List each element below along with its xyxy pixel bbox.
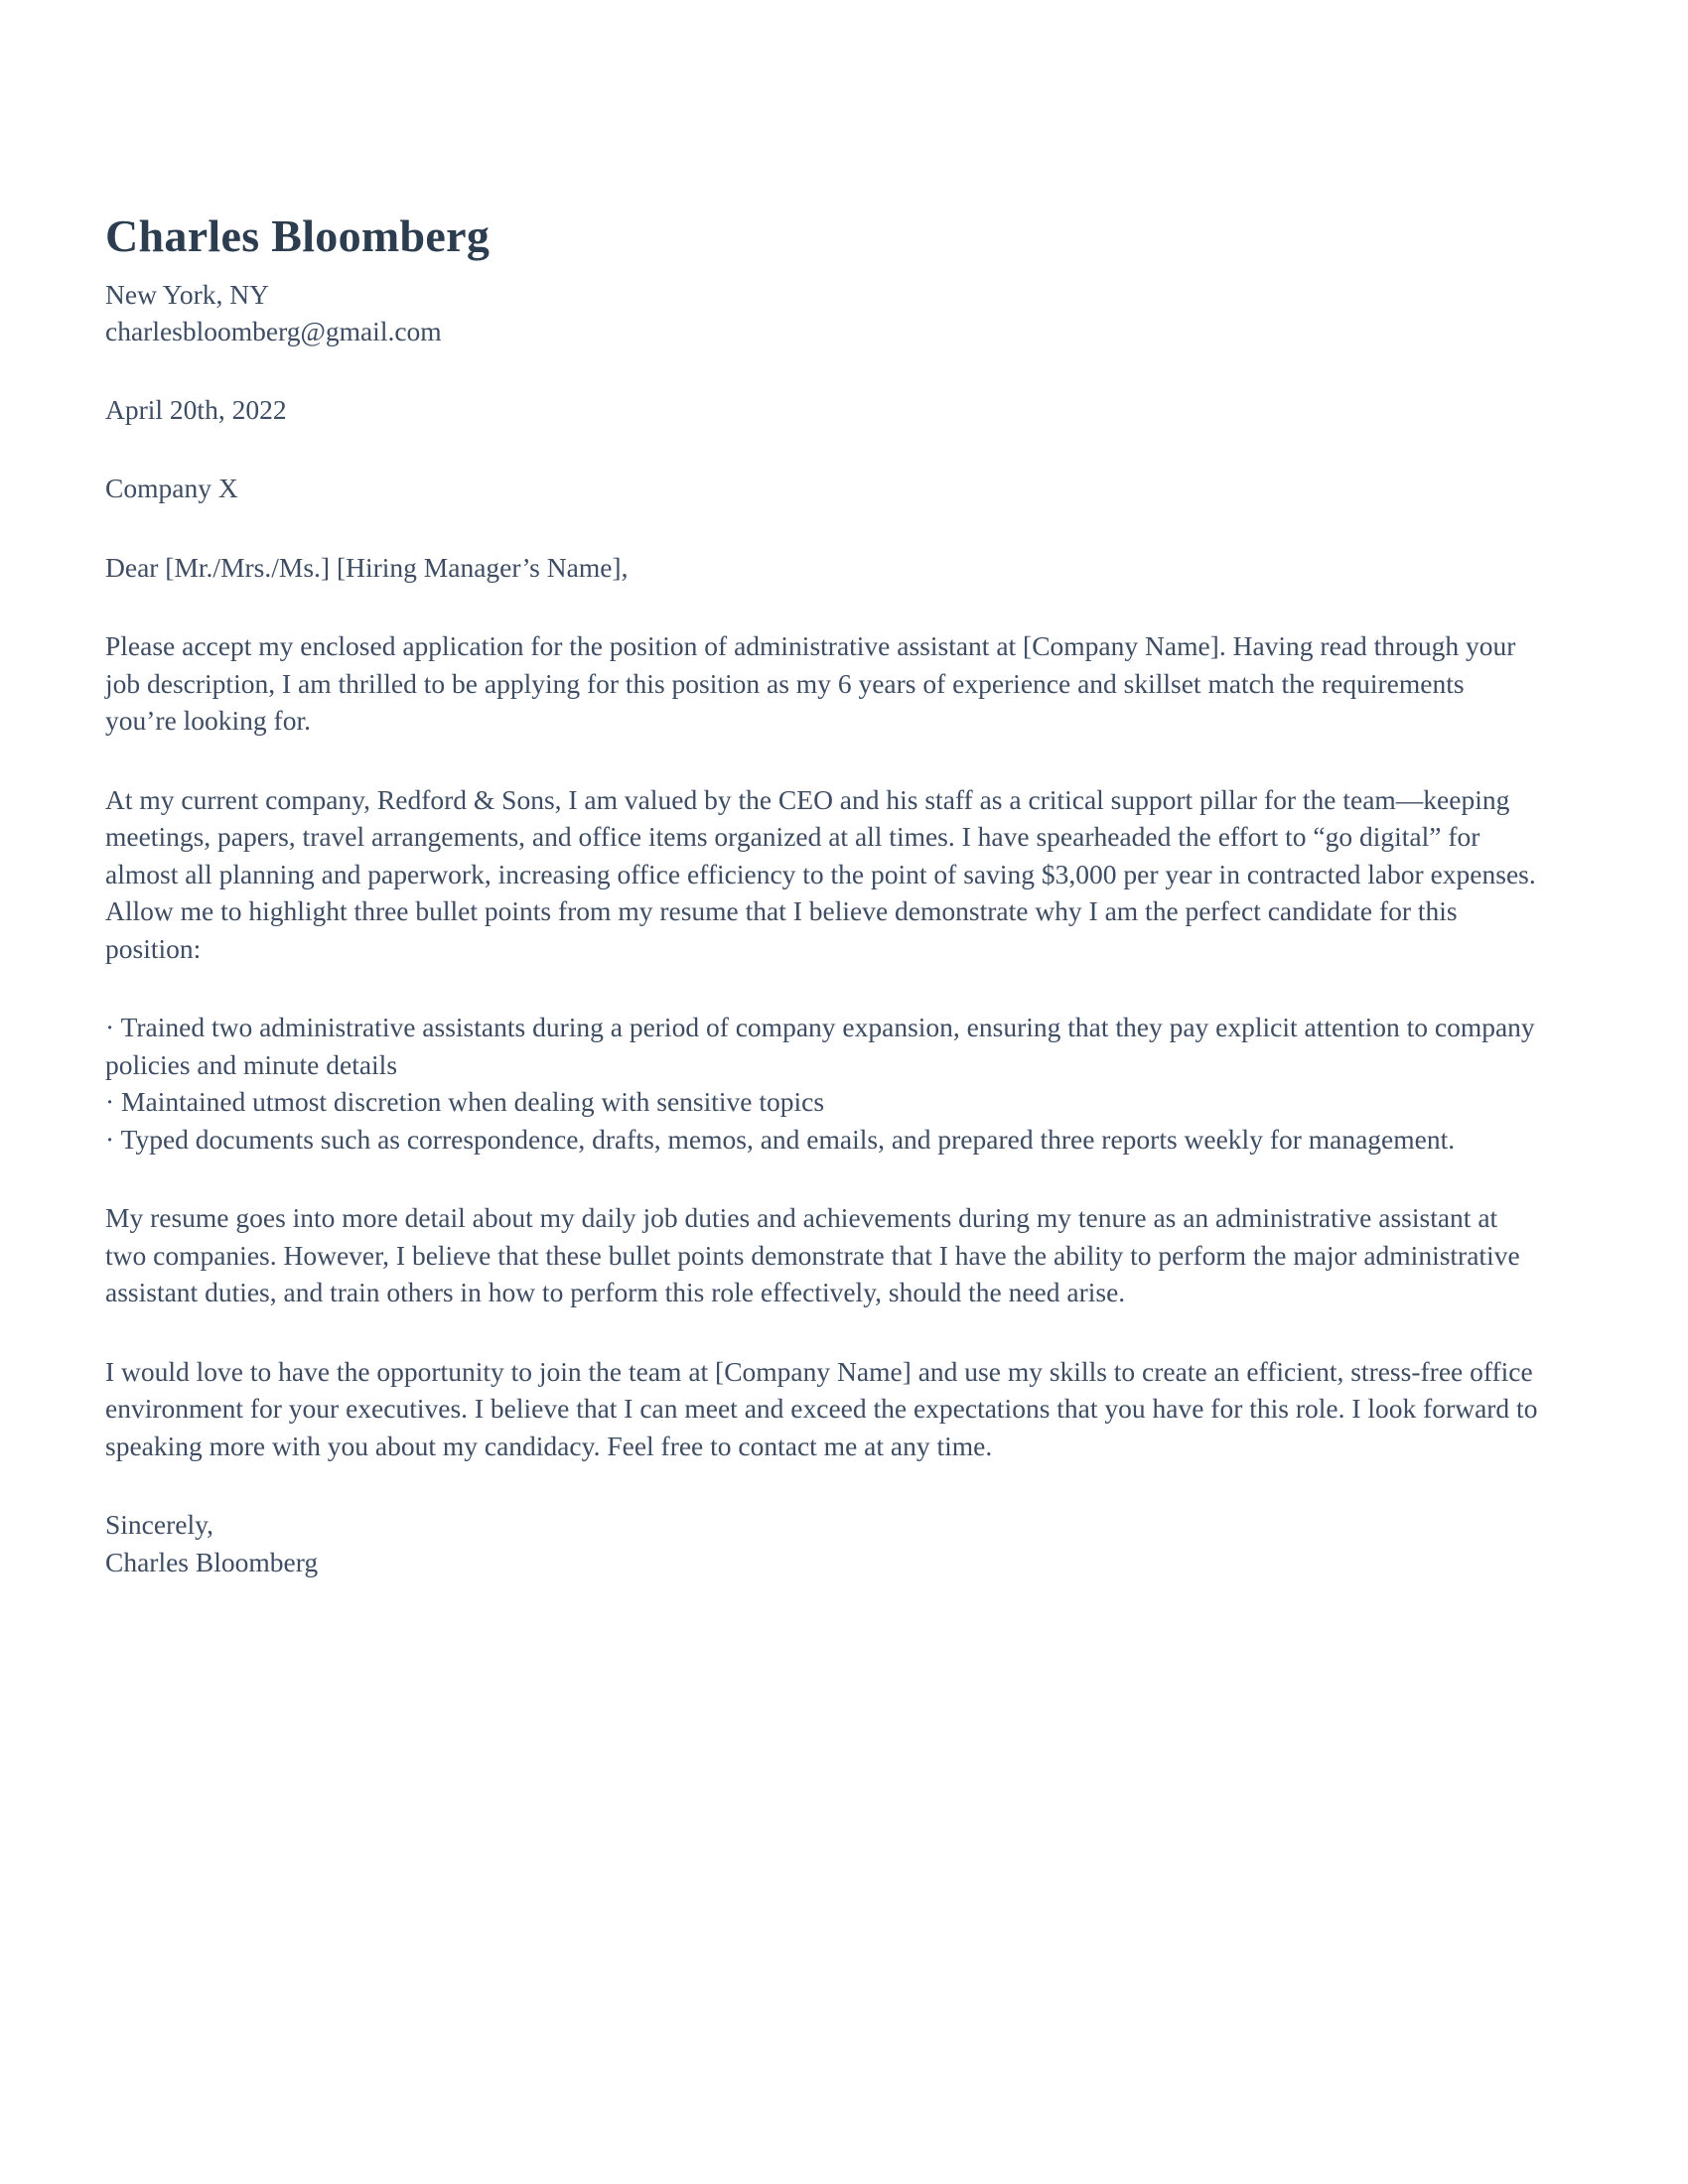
paragraph-current-company: At my current company, Redford & Sons, I am valued by the CEO and his staff as a critical support pillar for the team—keeping meetings, papers, travel arrangements, and office items organized at all times. I have spearheaded the effort to “go digital” for almost all planning and paperwork, increasing office efficiency to the point of saving $3,000 per year in contracted labor expenses. Allow me to highlight three bullet points from my resume that I believe demonstrate why I am the perfect candidate for this position: [105, 783, 1536, 964]
sender-location: New York, NY [105, 278, 270, 310]
sender-contact-block [105, 276, 1539, 349]
signoff: Sincerely, [105, 1509, 213, 1541]
bullet-list [105, 1009, 1539, 1158]
sender-name: Charles Bloomberg [105, 210, 491, 261]
bullet-text: Typed documents such as correspondence, drafts, memos, and emails, and prepared three reports weekly for management. [120, 1123, 1456, 1155]
paragraph-closing: I would love to have the opportunity to join the team at [Company Name] and use my skills to create an efficient, stress-free office environment for your executives. I believe that I can meet and exceed the expectations that you have for this role. I look forward to speaking more with you about my candidacy. Feel free to contact me at any time. [105, 1355, 1538, 1461]
signature-name: Charles Bloomberg [105, 1546, 319, 1577]
bullet-item-discretion [105, 1083, 1539, 1121]
salutation: Dear [Mr./Mrs./Ms.] [Hiring Manager’s Name], [105, 551, 629, 583]
bullet-item-trained [105, 1009, 1539, 1083]
letter-header [105, 210, 1539, 349]
sender-email: charlesbloomberg@gmail.com [105, 315, 442, 346]
recipient-company: Company X [105, 473, 238, 504]
bullet-glyph: · [105, 1086, 115, 1118]
bullet-item-typed-documents [105, 1121, 1539, 1159]
letter-date: April 20th, 2022 [105, 393, 287, 425]
bullet-text: Trained two administrative assistants during a period of company expansion, ensuring that they pay explicit attention to company policies and minute details [105, 1012, 1535, 1080]
bullet-glyph: · [105, 1123, 115, 1155]
bullet-text: Maintained utmost discretion when dealing with sensitive topics [121, 1086, 825, 1118]
paragraph-application-intro: Please accept my enclosed application for the position of administrative assistant at [Company Name]. Having read through your job description, I am thrilled to be applying for this position as my 6 years of experience and skillset match the requirements you’re looking for. [105, 630, 1516, 737]
signature-block [105, 1506, 1539, 1580]
paragraph-resume-detail: My resume goes into more detail about my daily job duties and achievements during my tenure as an administrative assistant at two companies. However, I believe that these bullet points demonstrate that I have the ability to perform the major administrative assistant duties, and train others in how to perform this role effectively, should the need arise. [105, 1202, 1520, 1308]
bullet-glyph: · [105, 1012, 115, 1043]
